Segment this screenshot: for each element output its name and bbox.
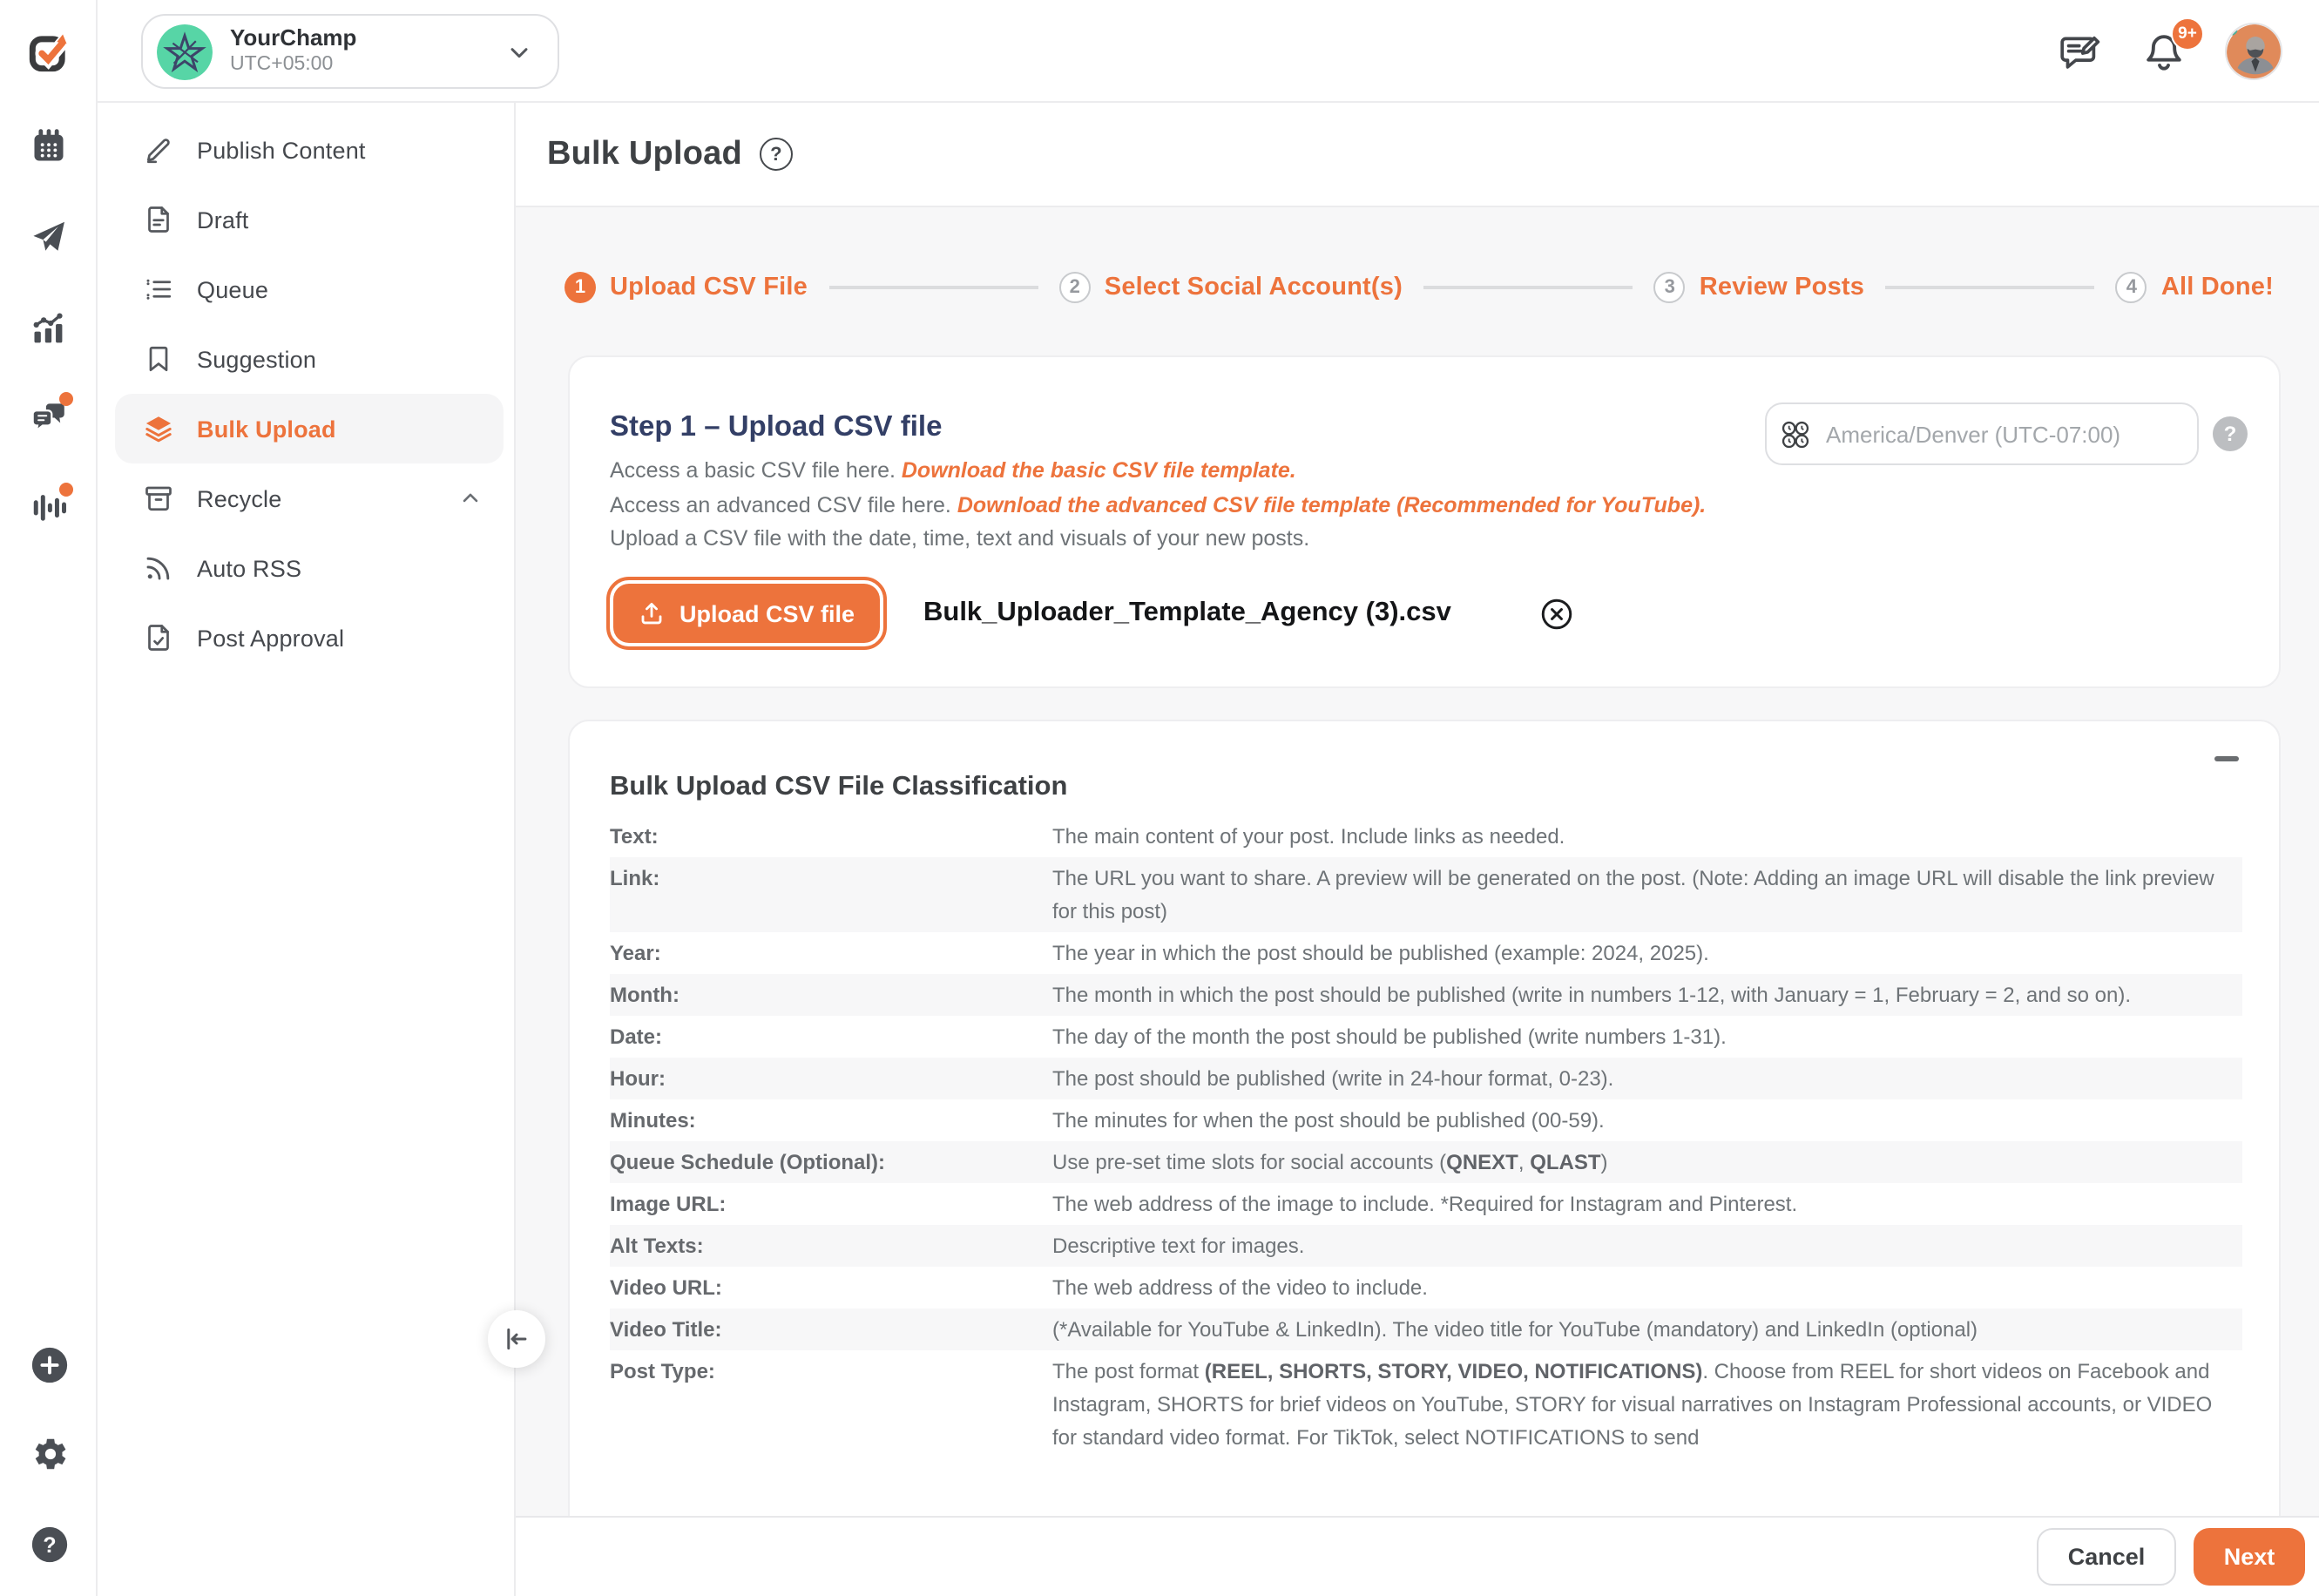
analytics-icon[interactable] xyxy=(30,308,68,347)
row-minutes: Minutes: The minutes for when the post should be published (00-59). xyxy=(610,1107,1605,1132)
step-connector xyxy=(828,287,1038,289)
step-2[interactable]: 2 Select Social Account(s) xyxy=(1059,272,1403,303)
row-link: Link: The URL you want to share. A preview will be generated on the post. (Note: Adding an image URL will disable the link preview for this post) xyxy=(610,857,2242,932)
next-button[interactable]: Next xyxy=(2194,1528,2305,1586)
waveform-notification-dot xyxy=(59,483,73,497)
basic-template-link[interactable]: Download the basic CSV file template. xyxy=(901,458,1296,483)
step-connector xyxy=(1423,287,1633,289)
remove-file-icon[interactable] xyxy=(1538,596,1575,632)
row-post-type: Post Type: The post format (REEL, SHORTS, STORY, VIDEO, NOTIFICATIONS). Choose from REEL for short videos on Facebook and Instagram, SHORTS for brief videos on YouTube, STORY for visual narratives on Instagram Professional accounts, or VIDEO for standard video format. For TikTok, select NOTIFICATIONS to send xyxy=(610,1358,2213,1449)
step-connector xyxy=(1885,287,2095,289)
sidebar-item-queue[interactable]: Queue xyxy=(115,254,504,324)
row-year: Year: The year in which the post should be published (example: 2024, 2025). xyxy=(610,940,1709,964)
page-help-icon[interactable]: ? xyxy=(760,138,793,171)
step-4[interactable]: 4 All Done! xyxy=(2116,272,2274,303)
sidebar-item-bulk-upload[interactable]: Bulk Upload xyxy=(115,394,504,463)
advanced-template-link[interactable]: Download the advanced CSV file template (Recommended for YouTube). xyxy=(957,492,1707,517)
pen-icon xyxy=(143,134,174,166)
timezone-input[interactable] xyxy=(1822,419,2183,449)
wizard-footer xyxy=(516,1516,2319,1596)
row-text: Text: The main content of your post. Include links as needed. xyxy=(610,823,1565,848)
chat-icon[interactable] xyxy=(30,397,68,436)
step-4-badge: 4 xyxy=(2116,272,2147,303)
send-icon[interactable] xyxy=(30,218,68,256)
calendar-icon[interactable] xyxy=(30,127,68,166)
doc-check-icon xyxy=(143,622,174,653)
step-1[interactable]: 1 Upload CSV File xyxy=(565,272,808,303)
feedback-icon[interactable] xyxy=(2058,29,2103,74)
step-1-badge: 1 xyxy=(565,272,596,303)
gear-icon[interactable] xyxy=(30,1434,68,1472)
row-image-url: Image URL: The web address of the image to include. *Required for Instagram and Pinterest. xyxy=(610,1191,1798,1215)
draft-icon xyxy=(143,204,174,235)
uploaded-file-name: Bulk_Uploader_Template_Agency (3).csv xyxy=(923,598,1451,627)
plus-circle-icon[interactable] xyxy=(30,1345,68,1383)
row-month: Month: The month in which the post should be published (write in numbers 1-12, with January = 1, February = 2, and so on). xyxy=(610,974,2242,1016)
socialchamp-logo xyxy=(24,28,73,77)
cancel-button[interactable]: Cancel xyxy=(2037,1528,2176,1586)
bell-icon[interactable] xyxy=(2141,24,2197,74)
topbar xyxy=(98,0,2319,103)
row-hour: Hour: The post should be published (write in 24-hour format, 0-23). xyxy=(610,1058,2242,1099)
row-video-title: Video Title: (*Available for YouTube & LinkedIn). The video title for YouTube (mandatory) and LinkedIn (optional) xyxy=(610,1309,2242,1350)
step-card-title: Step 1 – Upload CSV file xyxy=(610,410,943,443)
workspace-avatar xyxy=(157,24,213,79)
chat-notification-dot xyxy=(59,392,73,406)
layers-icon xyxy=(143,413,174,444)
queue-icon xyxy=(143,274,174,305)
icon-rail xyxy=(0,0,98,1596)
upload-csv-button[interactable]: Upload CSV file xyxy=(613,584,879,643)
sidebar-item-auto-rss[interactable]: Auto RSS xyxy=(115,533,504,603)
waveform-icon[interactable] xyxy=(30,488,68,526)
main-content xyxy=(516,103,2319,1596)
page-title: Bulk Upload xyxy=(547,135,742,172)
step-3-badge: 3 xyxy=(1654,272,1686,303)
chevron-up-icon xyxy=(458,486,483,511)
row-video-url: Video URL: The web address of the video to include. xyxy=(610,1275,1428,1299)
row-date: Date: The day of the month the post should be published (write numbers 1-31). xyxy=(610,1024,1727,1048)
classification-card xyxy=(568,720,2281,1542)
row-queue-schedule: Queue Schedule (Optional): Use pre-set time slots for social accounts (QNEXT, QLAST) xyxy=(610,1141,2242,1183)
help-circle-icon[interactable] xyxy=(30,1525,68,1563)
sidebar-menu xyxy=(98,103,516,1596)
step-3[interactable]: 3 Review Posts xyxy=(1654,272,1864,303)
notification-badge: 9+ xyxy=(2171,17,2204,50)
row-alt-texts: Alt Texts: Descriptive text for images. xyxy=(610,1225,2242,1267)
upload-icon xyxy=(638,599,666,627)
user-avatar[interactable] xyxy=(2225,23,2282,80)
timezone-help-icon[interactable]: ? xyxy=(2213,416,2248,451)
sidebar-item-recycle[interactable]: Recycle xyxy=(115,463,504,533)
workspace-selector[interactable] xyxy=(141,14,559,89)
workspace-timezone: UTC+05:00 xyxy=(230,54,334,76)
sidebar-item-suggestion[interactable]: Suggestion xyxy=(115,324,504,394)
step-2-badge: 2 xyxy=(1059,272,1091,303)
archive-icon xyxy=(143,483,174,514)
timezones-clock-icon xyxy=(1781,419,1810,449)
page-header xyxy=(516,103,2319,207)
classification-title: Bulk Upload CSV File Classification xyxy=(610,771,1068,801)
upload-instructions: Access a basic CSV file here. Download the basic CSV file template. Access an advanced CSV file here. Download the advanced CSV file template (Recommended for YouTube). Upload a CSV file with the date, time, text and visuals of your new posts. xyxy=(610,458,1707,551)
classification-table xyxy=(610,815,2242,1458)
chevron-down-icon xyxy=(505,37,533,65)
sidebar-item-post-approval[interactable]: Post Approval xyxy=(115,603,504,673)
sidebar-collapse-button[interactable] xyxy=(488,1310,545,1368)
workspace-name: YourChamp xyxy=(230,24,357,51)
sidebar-item-draft[interactable]: Draft xyxy=(115,185,504,254)
upload-step-card xyxy=(568,355,2281,688)
svg-text:?: ? xyxy=(43,1532,57,1558)
rss-icon xyxy=(143,552,174,584)
sidebar-item-publish-content[interactable]: Publish Content xyxy=(115,115,504,185)
wizard-stepper xyxy=(565,268,2274,307)
bookmark-icon xyxy=(143,343,174,375)
collapse-section-icon[interactable] xyxy=(2214,756,2239,761)
timezone-field[interactable] xyxy=(1765,402,2199,465)
